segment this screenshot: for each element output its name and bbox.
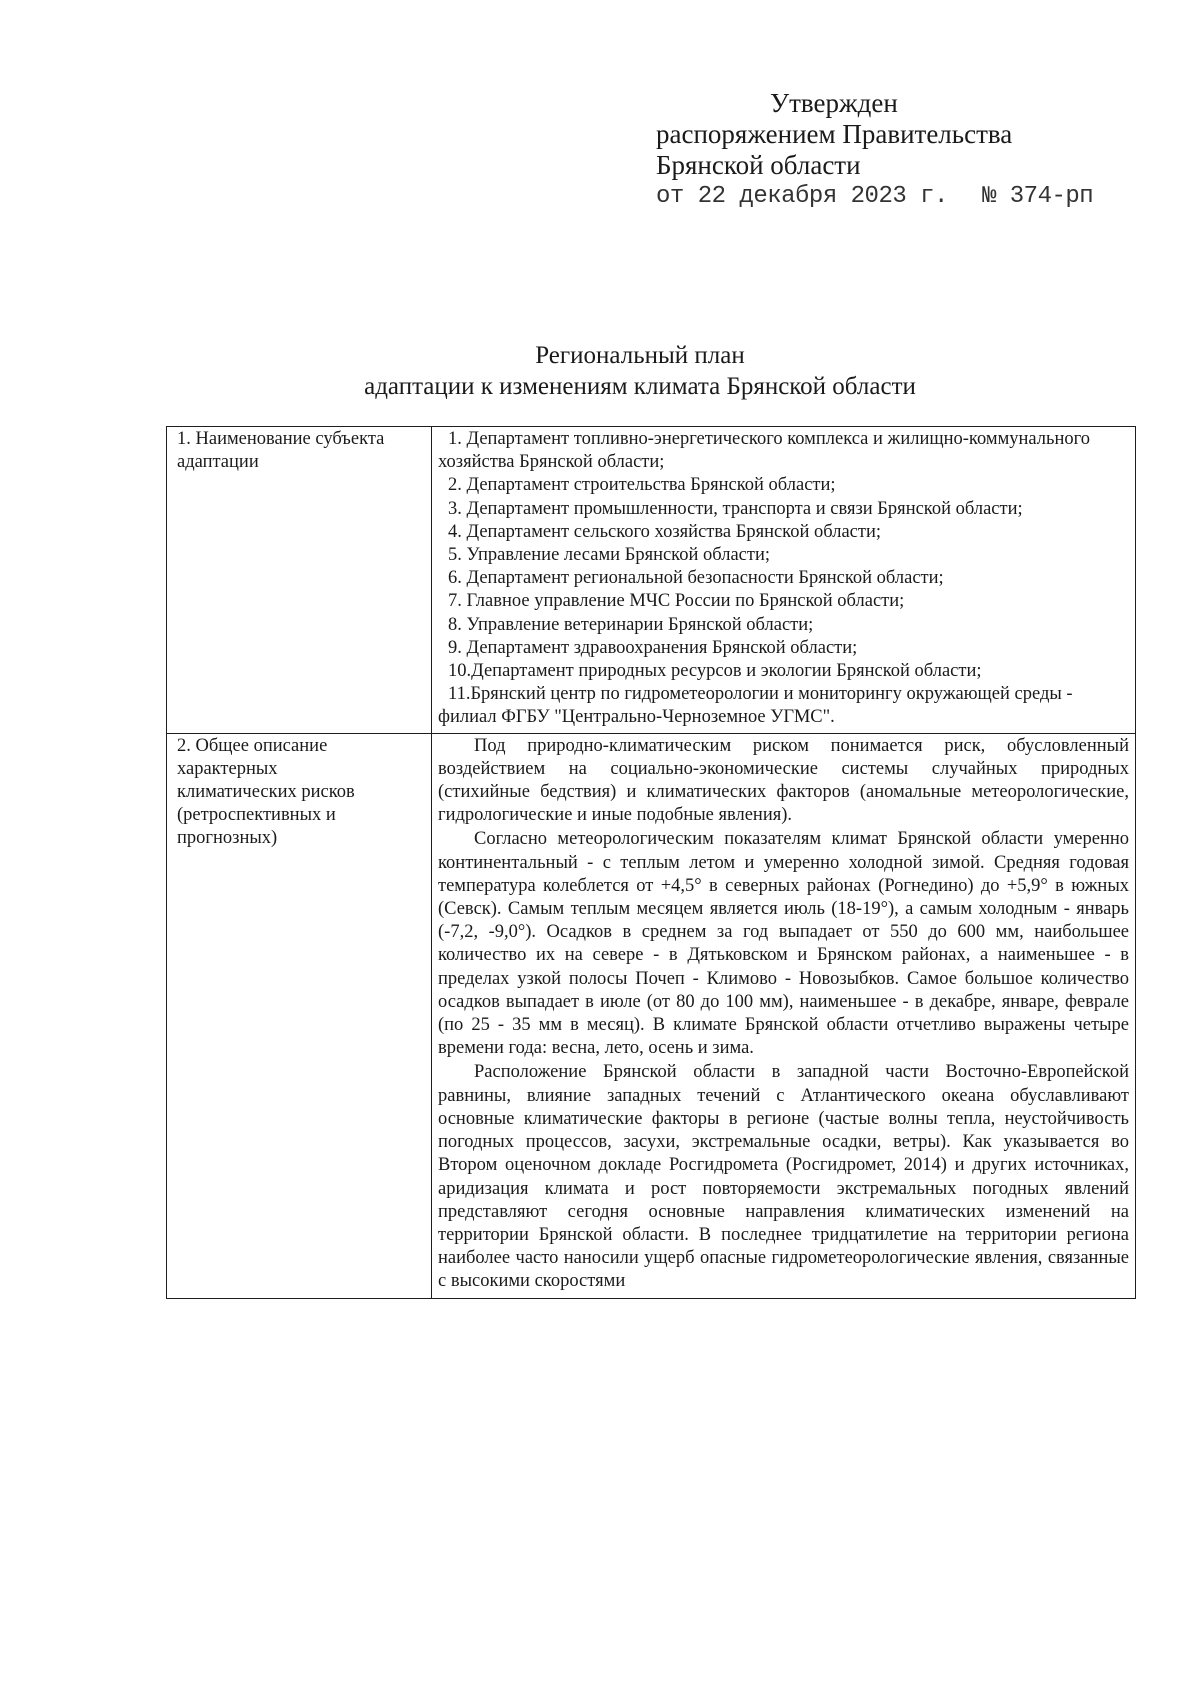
paragraph: Согласно метеорологическим показателям климат Брянской области умеренно континентальный - с теплым летом и умеренно холодной зимой. Средняя годовая температура колеблется от +4,5° в северных районах (Рогнедино) до +5,9° в южных (Севск). Самым теплым месяцем является июль (18-19°), а самым холодным - январь (-7,2, -9,0°). Осадков в среднем за год выпадает от 550 до 600 мм, наибольшее количество их на севере - в Дятьковском и Брянском районах, а наименьшее - в пределах узкой полосы Почеп - Климово - Новозыбков. Самое большое количество осадков выпадает в июле (от 80 до 100 мм), наименьшее - в декабре, январе, феврале (по 25 - 35 мм в месяц). В климате Брянской области отчетливо выражены четыре времени года: весна, лето, осень и зима.	[438, 829, 1129, 1059]
list-item: 3. Департамент промышленности, транспорта и связи Брянской области;	[448, 498, 1023, 519]
list-item: 4. Департамент сельского хозяйства Брянской области;	[448, 521, 881, 542]
approval-date: от 22 декабря 2023 г.	[656, 183, 948, 210]
approval-line-2: Брянской области	[656, 150, 861, 180]
list-item: 6. Департамент региональной безопасности Брянской области;	[448, 568, 944, 589]
approval-number: № 374-рп	[981, 183, 1094, 210]
row-2-content	[432, 733, 1136, 1298]
row-1-label: 1. Наименование субъекта адаптации	[167, 427, 432, 734]
paragraph: Расположение Брянской области в западной части Восточно-Европейской равнины, влияние западных течений с Атлантического океана обуславливают основные климатические факторы в регионе (частые волны тепла, неустойчивость погодных процессов, засухи, экстремальные осадки, ветры). Как указывается во Втором оценочном докладе Росгидромета (Росгидромет, 2014) и других источниках, аридизация климата и рост повторяемости экстремальных погодных явлений представляют сегодня основные направления климатических изменений на территории Брянской области. В последнее тридцатилетие на территории региона наиболее часто наносили ущерб опасные гидрометеорологические явления, связанные с высокими скоростями	[438, 1062, 1129, 1292]
row-2-label	[167, 733, 432, 1298]
list-item: 9. Департамент здравоохранения Брянской области;	[448, 637, 858, 658]
approval-dateline	[656, 181, 1093, 212]
row-2-label-line: характерных	[177, 758, 278, 779]
list-item: 5. Управление лесами Брянской области;	[448, 545, 770, 566]
row-2-label-line: (ретроспективных и	[177, 805, 336, 826]
title-line-2: адаптации к изменениям климата Брянской области	[364, 373, 916, 400]
paragraph: Под природно-климатическим риском понимается риск, обусловленный воздействием на социально-экономические системы случайных природных (стихийные бедствия) и климатических факторов (аномальные метеорологические, гидрологические и иные подобные явления).	[438, 735, 1129, 826]
row-1-content	[432, 427, 1136, 734]
row-2-label-line: 2. Общее описание	[177, 735, 328, 756]
list-item: 11.Брянский центр по гидрометеорологии и мониторингу окружающей среды - филиал ФГБУ "Центрально-Черноземное УГМС".	[438, 684, 1073, 728]
approval-line-1: распоряжением Правительства	[656, 119, 1013, 149]
document-title	[300, 340, 980, 402]
plan-table	[166, 426, 1136, 1299]
table-row	[167, 427, 1136, 734]
row-2-label-line: климатических рисков	[177, 782, 355, 803]
list-item: 2. Департамент строительства Брянской области;	[448, 475, 836, 496]
list-item: 8. Управление ветеринарии Брянской области;	[448, 614, 814, 635]
list-item: 1. Департамент топливно-энергетического комплекса и жилищно-коммунального хозяйства Брянской области;	[438, 429, 1090, 473]
row-2-label-line: прогнозных)	[177, 828, 278, 849]
approval-word: Утвержден	[770, 88, 898, 118]
list-item: 10.Департамент природных ресурсов и экологии Брянской области;	[448, 661, 982, 682]
approval-stamp	[656, 88, 1093, 212]
table-row	[167, 733, 1136, 1298]
list-item: 7. Главное управление МЧС России по Брянской области;	[448, 591, 905, 612]
title-line-1: Региональный план	[535, 342, 745, 369]
